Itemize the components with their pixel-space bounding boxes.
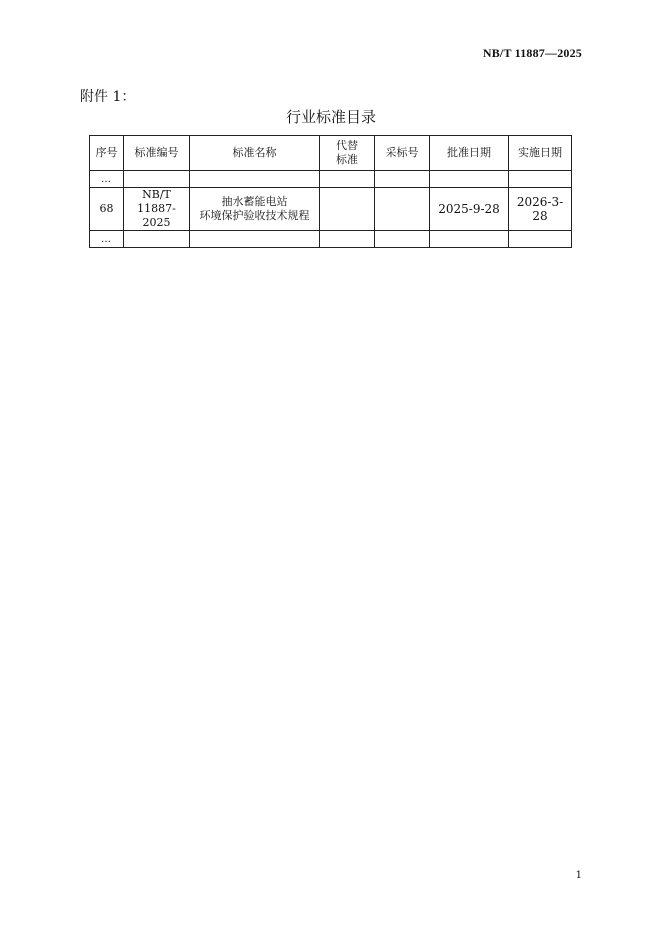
empty-cell <box>124 171 190 188</box>
empty-cell <box>509 171 572 188</box>
column-header-replaced-standard <box>320 136 375 171</box>
standard-code-header: NB/T 11887—2025 <box>482 46 582 60</box>
attachment-label: 附件 1： <box>80 89 136 105</box>
column-header-effective-date: 实施日期 <box>509 136 572 171</box>
table-row-ellipsis-bottom <box>90 231 572 248</box>
table-header-row <box>90 136 572 171</box>
ellipsis-text: … <box>101 173 112 185</box>
column-header-std-name: 标准名称 <box>190 136 320 171</box>
empty-cell <box>190 231 320 248</box>
entry-std-number-line2: 11887-2025 <box>137 202 176 229</box>
entry-approval-date-cell: 2025-9-28 <box>430 188 509 231</box>
empty-cell <box>190 171 320 188</box>
column-header-replaced-line2: 标准 <box>336 153 358 166</box>
entry-adopted-cell <box>375 188 430 231</box>
column-header-approval-date: 批准日期 <box>430 136 509 171</box>
entry-std-number-cell <box>124 188 190 231</box>
empty-cell <box>320 231 375 248</box>
column-header-seq: 序号 <box>90 136 124 171</box>
entry-std-name-line2: 环境保护验收技术规程 <box>199 209 310 222</box>
ellipsis-cell <box>90 231 124 248</box>
entry-effective-date-cell: 2026-3-28 <box>509 188 572 231</box>
entry-replaced-cell <box>320 188 375 231</box>
empty-cell <box>375 231 430 248</box>
column-header-std-number: 标准编号 <box>124 136 190 171</box>
entry-std-name-cell <box>190 188 320 231</box>
column-header-adopted: 采标号 <box>375 136 430 171</box>
empty-cell <box>124 231 190 248</box>
empty-cell <box>430 231 509 248</box>
ellipsis-cell <box>90 171 124 188</box>
standards-catalog-table <box>89 135 572 248</box>
empty-cell <box>320 171 375 188</box>
entry-seq-cell: 68 <box>90 188 124 231</box>
column-header-replaced-line1: 代替 <box>336 139 358 152</box>
table-row-ellipsis-top <box>90 171 572 188</box>
empty-cell <box>430 171 509 188</box>
ellipsis-text: … <box>101 233 112 245</box>
table-row-entry <box>90 188 572 231</box>
empty-cell <box>375 171 430 188</box>
catalog-title: 行业标准目录 <box>285 108 376 126</box>
page-number: 1 <box>575 870 582 881</box>
entry-std-number-line1: NB/T <box>142 188 171 201</box>
empty-cell <box>509 231 572 248</box>
entry-std-name-line1: 抽水蓄能电站 <box>221 195 288 208</box>
